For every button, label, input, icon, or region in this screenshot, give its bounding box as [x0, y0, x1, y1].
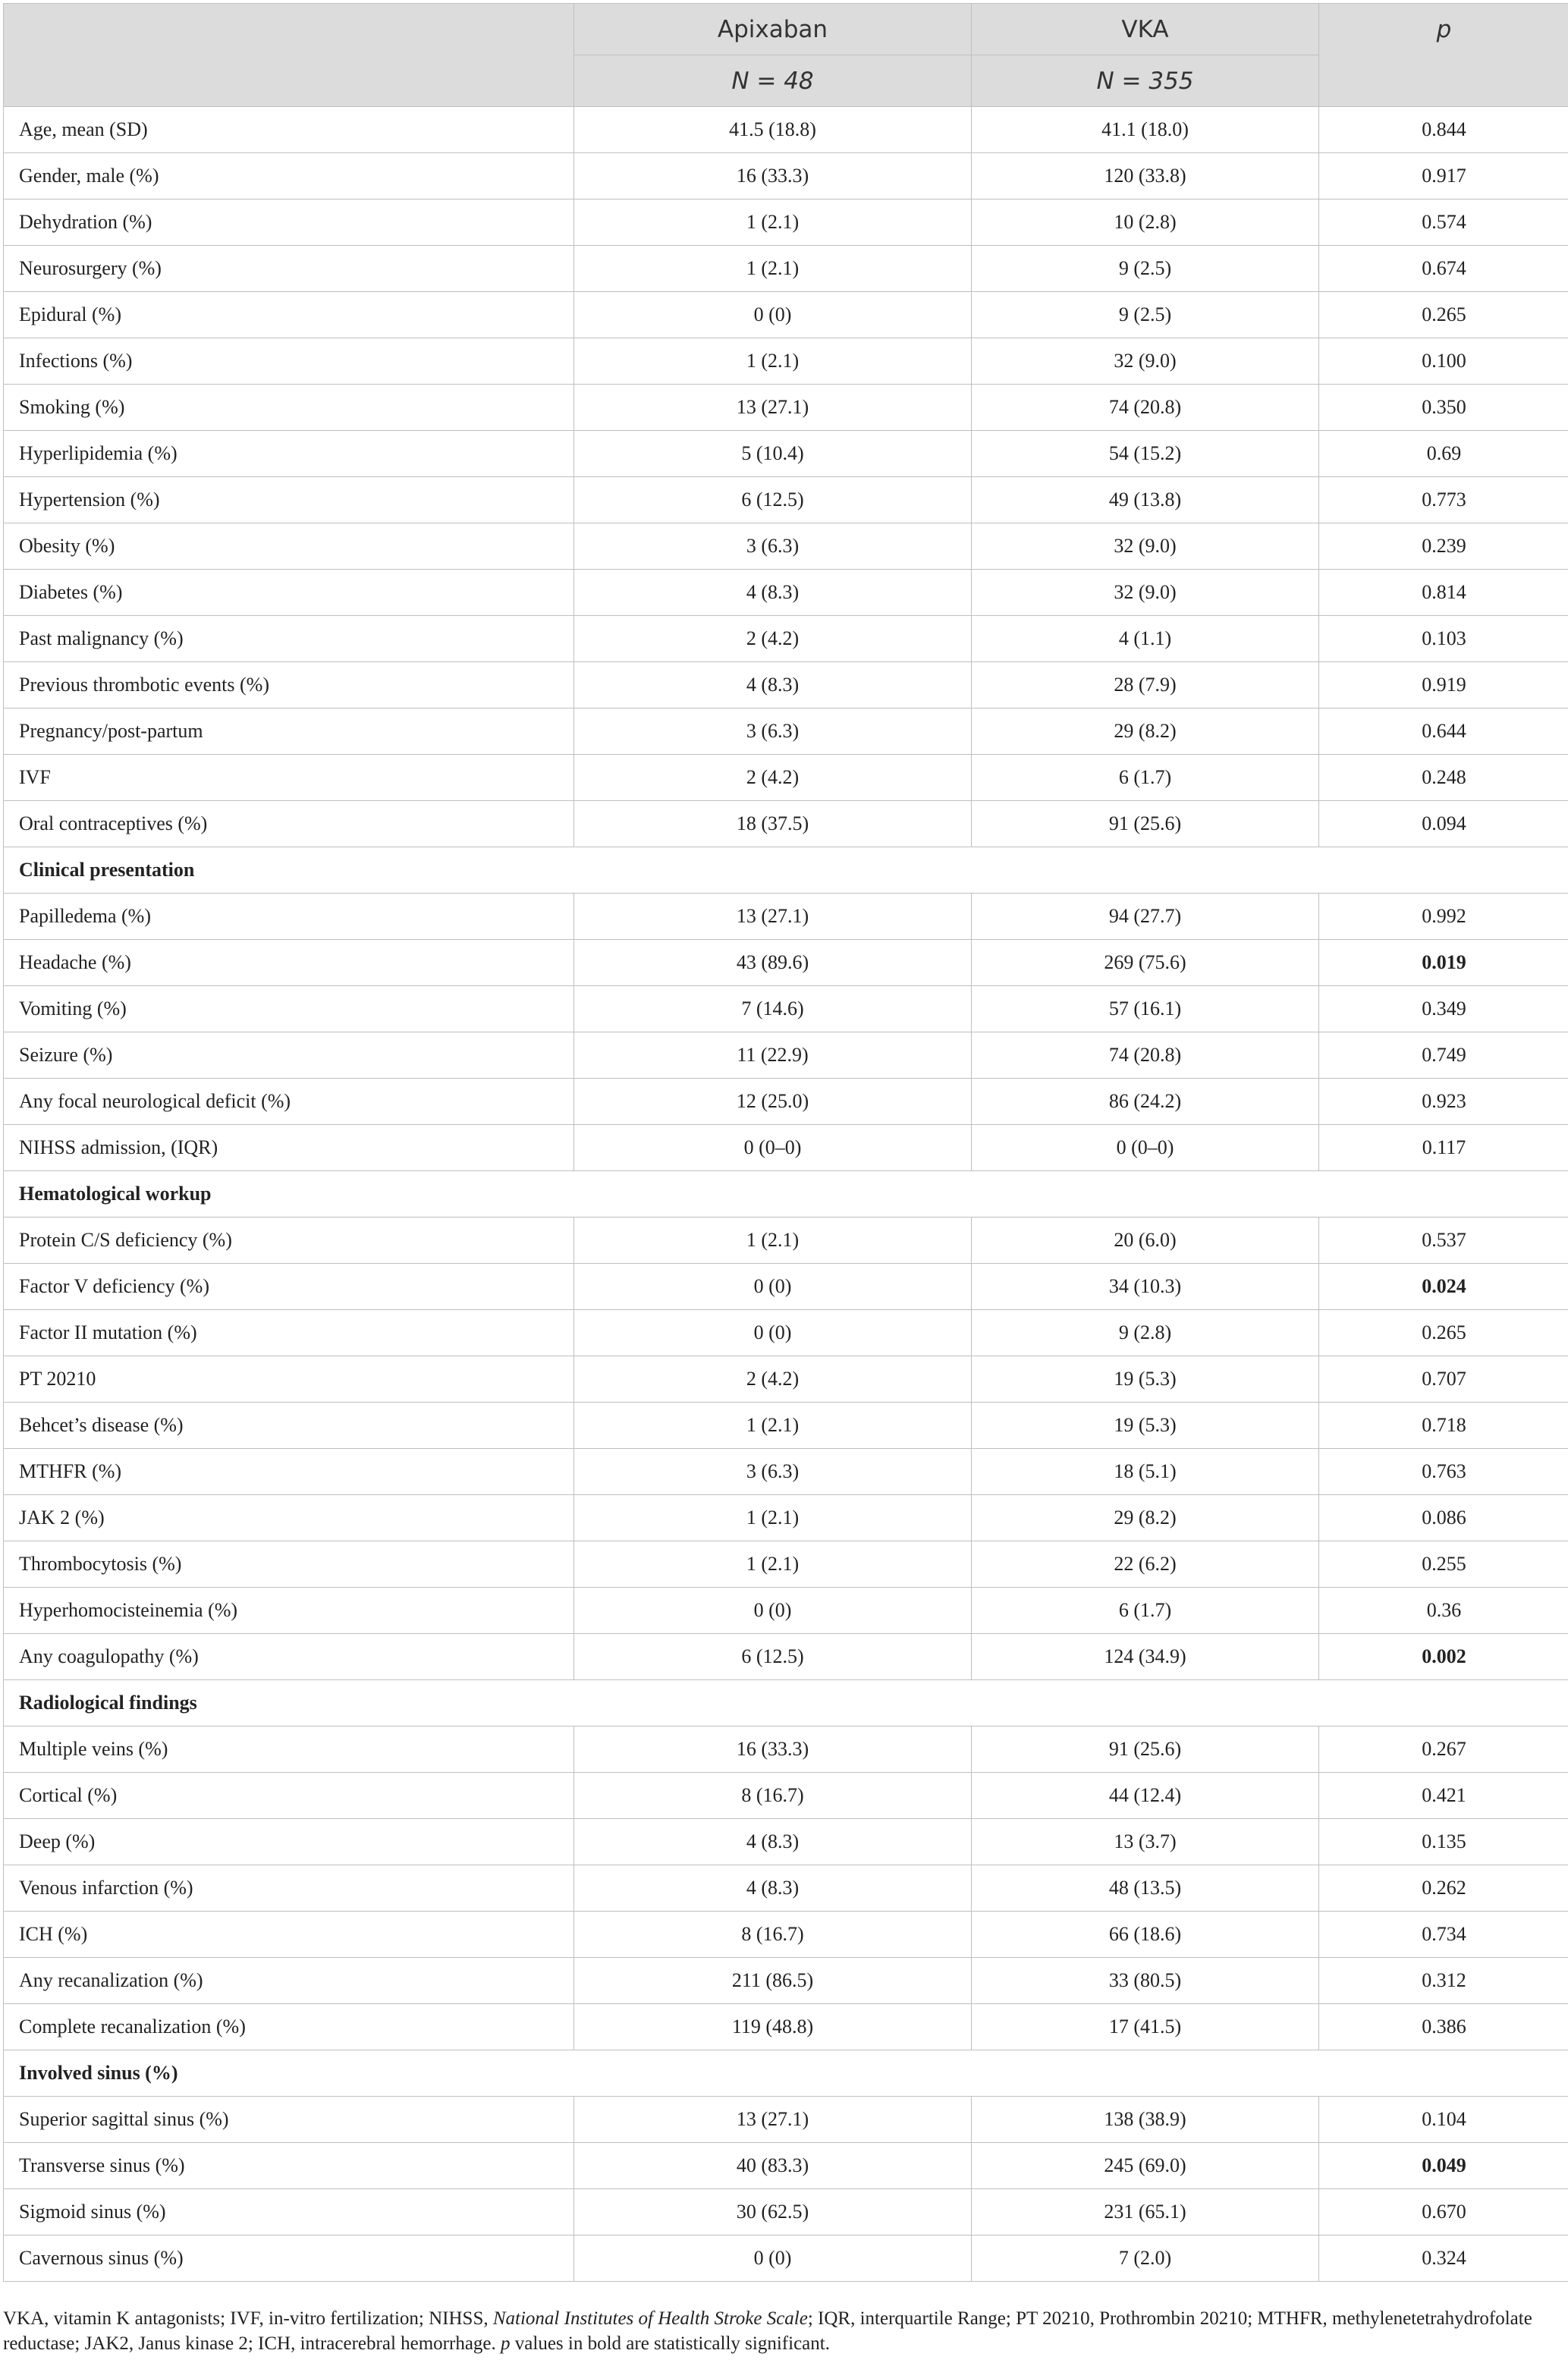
- p-value: 0.917: [1319, 153, 1568, 200]
- p-value: 0.267: [1319, 1726, 1568, 1773]
- footnote-text-1: VKA, vitamin K antagonists; IVF, in-vitro fertilization; NIHSS,: [3, 2308, 493, 2329]
- p-value: 0.814: [1319, 570, 1568, 616]
- vka-value: 33 (80.5): [972, 1958, 1319, 2004]
- vka-value: 19 (5.3): [972, 1356, 1319, 1403]
- vka-value: 9 (2.8): [972, 1310, 1319, 1356]
- p-value: 0.049: [1319, 2143, 1568, 2189]
- apixaban-value: 6 (12.5): [574, 1634, 972, 1680]
- table-row: [4, 1217, 1568, 1264]
- vka-value: 124 (34.9): [972, 1634, 1319, 1680]
- apixaban-value: 30 (62.5): [574, 2189, 972, 2235]
- p-value: 0.262: [1319, 1865, 1568, 1912]
- table-row: [4, 801, 1568, 847]
- header-row-groups: [4, 4, 1568, 55]
- section-title: Clinical presentation: [4, 847, 1568, 894]
- apixaban-value: 211 (86.5): [574, 1958, 972, 2004]
- table-row: [4, 153, 1568, 200]
- vka-value: 245 (69.0): [972, 2143, 1319, 2189]
- p-value: 0.117: [1319, 1125, 1568, 1171]
- apixaban-value: 13 (27.1): [574, 894, 972, 940]
- p-value: 0.537: [1319, 1217, 1568, 1264]
- row-label: Past malignancy (%): [4, 616, 574, 662]
- table-row: [4, 1541, 1568, 1588]
- vka-value: 91 (25.6): [972, 1726, 1319, 1773]
- table-row: [4, 1726, 1568, 1773]
- table-row: [4, 385, 1568, 431]
- row-label: Epidural (%): [4, 292, 574, 338]
- p-value: 0.086: [1319, 1495, 1568, 1541]
- table-body: [4, 107, 1568, 2282]
- apixaban-value: 3 (6.3): [574, 1449, 972, 1495]
- vka-value: 19 (5.3): [972, 1403, 1319, 1449]
- section-title: Involved sinus (%): [4, 2050, 1568, 2097]
- header-vka-n: N = 355: [972, 55, 1319, 107]
- section-header-row: [4, 847, 1568, 894]
- table-row: [4, 107, 1568, 153]
- vka-value: 41.1 (18.0): [972, 107, 1319, 153]
- row-label: Behcet’s disease (%): [4, 1403, 574, 1449]
- row-label: Hypertension (%): [4, 477, 574, 523]
- row-label: Cavernous sinus (%): [4, 2235, 574, 2282]
- p-value: 0.707: [1319, 1356, 1568, 1403]
- p-value: 0.574: [1319, 200, 1568, 246]
- p-value: 0.718: [1319, 1403, 1568, 1449]
- section-title: Hematological workup: [4, 1171, 1568, 1217]
- vka-value: 32 (9.0): [972, 570, 1319, 616]
- apixaban-value: 43 (89.6): [574, 940, 972, 986]
- vka-value: 91 (25.6): [972, 801, 1319, 847]
- row-label: Transverse sinus (%): [4, 2143, 574, 2189]
- table-row: [4, 1958, 1568, 2004]
- row-label: Obesity (%): [4, 523, 574, 570]
- p-value: 0.670: [1319, 2189, 1568, 2235]
- table-header: [4, 4, 1568, 107]
- table-row: [4, 1356, 1568, 1403]
- table-row: [4, 1310, 1568, 1356]
- apixaban-value: 6 (12.5): [574, 477, 972, 523]
- table-row: [4, 1403, 1568, 1449]
- row-label: Oral contraceptives (%): [4, 801, 574, 847]
- row-label: Protein C/S deficiency (%): [4, 1217, 574, 1264]
- table-row: [4, 940, 1568, 986]
- row-label: Papilledema (%): [4, 894, 574, 940]
- vka-value: 4 (1.1): [972, 616, 1319, 662]
- row-label: Gender, male (%): [4, 153, 574, 200]
- header-apixaban-n: N = 48: [574, 55, 972, 107]
- table-row: [4, 2235, 1568, 2282]
- characteristics-table: [3, 3, 1568, 2282]
- table-row: [4, 2097, 1568, 2143]
- row-label: IVF: [4, 755, 574, 801]
- apixaban-value: 4 (8.3): [574, 1865, 972, 1912]
- row-label: Diabetes (%): [4, 570, 574, 616]
- footnote-italic-2: p: [501, 2333, 511, 2354]
- p-value: 0.104: [1319, 2097, 1568, 2143]
- apixaban-value: 16 (33.3): [574, 1726, 972, 1773]
- table-row: [4, 1634, 1568, 1680]
- vka-value: 120 (33.8): [972, 153, 1319, 200]
- apixaban-value: 0 (0): [574, 1264, 972, 1310]
- vka-value: 10 (2.8): [972, 200, 1319, 246]
- vka-value: 28 (7.9): [972, 662, 1319, 709]
- vka-value: 49 (13.8): [972, 477, 1319, 523]
- p-value: 0.386: [1319, 2004, 1568, 2050]
- p-value: 0.844: [1319, 107, 1568, 153]
- p-value: 0.923: [1319, 1079, 1568, 1125]
- p-value: 0.992: [1319, 894, 1568, 940]
- vka-value: 13 (3.7): [972, 1819, 1319, 1865]
- row-label: Any recanalization (%): [4, 1958, 574, 2004]
- table-row: [4, 292, 1568, 338]
- footnote-text-2: ; IQR, interquartile Range; PT 20210, Prothrombin 20210; MTHFR, methylenetetrahydrofolate reductase; JAK2, Janus kinase 2; ICH, intracerebral hemorrhage.: [3, 2308, 1532, 2354]
- row-label: Age, mean (SD): [4, 107, 574, 153]
- vka-value: 6 (1.7): [972, 1588, 1319, 1634]
- row-label: Smoking (%): [4, 385, 574, 431]
- apixaban-value: 5 (10.4): [574, 431, 972, 477]
- table-row: [4, 1819, 1568, 1865]
- vka-value: 57 (16.1): [972, 986, 1319, 1032]
- vka-value: 269 (75.6): [972, 940, 1319, 986]
- vka-value: 32 (9.0): [972, 523, 1319, 570]
- table-row: [4, 755, 1568, 801]
- table-row: [4, 2004, 1568, 2050]
- vka-value: 9 (2.5): [972, 292, 1319, 338]
- table-row: [4, 1773, 1568, 1819]
- vka-value: 74 (20.8): [972, 385, 1319, 431]
- table-row: [4, 200, 1568, 246]
- p-value: 0.763: [1319, 1449, 1568, 1495]
- apixaban-value: 11 (22.9): [574, 1032, 972, 1079]
- header-apixaban: Apixaban: [574, 4, 972, 55]
- p-value: 0.239: [1319, 523, 1568, 570]
- apixaban-value: 4 (8.3): [574, 570, 972, 616]
- row-label: Neurosurgery (%): [4, 246, 574, 292]
- vka-value: 29 (8.2): [972, 709, 1319, 755]
- apixaban-value: 2 (4.2): [574, 1356, 972, 1403]
- apixaban-value: 16 (33.3): [574, 153, 972, 200]
- table-row: [4, 1865, 1568, 1912]
- apixaban-value: 8 (16.7): [574, 1773, 972, 1819]
- apixaban-value: 0 (0–0): [574, 1125, 972, 1171]
- row-label: Deep (%): [4, 1819, 574, 1865]
- apixaban-value: 12 (25.0): [574, 1079, 972, 1125]
- p-value: 0.919: [1319, 662, 1568, 709]
- table-row: [4, 2189, 1568, 2235]
- row-label: JAK 2 (%): [4, 1495, 574, 1541]
- table-row: [4, 1449, 1568, 1495]
- p-value: 0.103: [1319, 616, 1568, 662]
- table-row: [4, 662, 1568, 709]
- vka-value: 7 (2.0): [972, 2235, 1319, 2282]
- table-row: [4, 1032, 1568, 1079]
- p-value: 0.100: [1319, 338, 1568, 385]
- row-label: Hyperlipidemia (%): [4, 431, 574, 477]
- row-label: Sigmoid sinus (%): [4, 2189, 574, 2235]
- table-footnote: [3, 2306, 1558, 2356]
- p-value: 0.135: [1319, 1819, 1568, 1865]
- table-row: [4, 1125, 1568, 1171]
- table-row: [4, 338, 1568, 385]
- table-row: [4, 709, 1568, 755]
- table-row: [4, 616, 1568, 662]
- row-label: Factor II mutation (%): [4, 1310, 574, 1356]
- row-label: Superior sagittal sinus (%): [4, 2097, 574, 2143]
- row-label: Factor V deficiency (%): [4, 1264, 574, 1310]
- vka-value: 34 (10.3): [972, 1264, 1319, 1310]
- apixaban-value: 13 (27.1): [574, 385, 972, 431]
- vka-value: 18 (5.1): [972, 1449, 1319, 1495]
- row-label: Dehydration (%): [4, 200, 574, 246]
- vka-value: 9 (2.5): [972, 246, 1319, 292]
- apixaban-value: 7 (14.6): [574, 986, 972, 1032]
- row-label: Seizure (%): [4, 1032, 574, 1079]
- table-row: [4, 894, 1568, 940]
- table-row: [4, 2143, 1568, 2189]
- p-value: 0.019: [1319, 940, 1568, 986]
- p-value: 0.255: [1319, 1541, 1568, 1588]
- p-value: 0.734: [1319, 1912, 1568, 1958]
- apixaban-value: 1 (2.1): [574, 246, 972, 292]
- row-label: MTHFR (%): [4, 1449, 574, 1495]
- section-header-row: [4, 1171, 1568, 1217]
- p-value: 0.265: [1319, 1310, 1568, 1356]
- p-value: 0.248: [1319, 755, 1568, 801]
- apixaban-value: 3 (6.3): [574, 709, 972, 755]
- row-label: Multiple veins (%): [4, 1726, 574, 1773]
- row-label: Any coagulopathy (%): [4, 1634, 574, 1680]
- p-value: 0.644: [1319, 709, 1568, 755]
- row-label: Infections (%): [4, 338, 574, 385]
- vka-value: 74 (20.8): [972, 1032, 1319, 1079]
- apixaban-value: 0 (0): [574, 2235, 972, 2282]
- table-row: [4, 246, 1568, 292]
- vka-value: 29 (8.2): [972, 1495, 1319, 1541]
- p-value: 0.69: [1319, 431, 1568, 477]
- apixaban-value: 0 (0): [574, 1310, 972, 1356]
- footnote-text-3: values in bold are statistically significant.: [510, 2333, 830, 2354]
- row-label: Any focal neurological deficit (%): [4, 1079, 574, 1125]
- vka-value: 22 (6.2): [972, 1541, 1319, 1588]
- section-title: Radiological findings: [4, 1680, 1568, 1726]
- apixaban-value: 2 (4.2): [574, 616, 972, 662]
- apixaban-value: 4 (8.3): [574, 662, 972, 709]
- apixaban-value: 41.5 (18.8): [574, 107, 972, 153]
- row-label: Headache (%): [4, 940, 574, 986]
- apixaban-value: 1 (2.1): [574, 1541, 972, 1588]
- apixaban-value: 2 (4.2): [574, 755, 972, 801]
- row-label: Vomiting (%): [4, 986, 574, 1032]
- p-value: 0.094: [1319, 801, 1568, 847]
- table-row: [4, 477, 1568, 523]
- apixaban-value: 1 (2.1): [574, 200, 972, 246]
- apixaban-value: 1 (2.1): [574, 338, 972, 385]
- row-label: ICH (%): [4, 1912, 574, 1958]
- vka-value: 48 (13.5): [972, 1865, 1319, 1912]
- p-value: 0.421: [1319, 1773, 1568, 1819]
- table-row: [4, 1912, 1568, 1958]
- vka-value: 6 (1.7): [972, 755, 1319, 801]
- vka-value: 54 (15.2): [972, 431, 1319, 477]
- table-row: [4, 986, 1568, 1032]
- apixaban-value: 1 (2.1): [574, 1217, 972, 1264]
- apixaban-value: 18 (37.5): [574, 801, 972, 847]
- table-row: [4, 1588, 1568, 1634]
- p-value: 0.312: [1319, 1958, 1568, 2004]
- p-value: 0.674: [1319, 246, 1568, 292]
- apixaban-value: 40 (83.3): [574, 2143, 972, 2189]
- table-row: [4, 523, 1568, 570]
- row-label: NIHSS admission, (IQR): [4, 1125, 574, 1171]
- apixaban-value: 13 (27.1): [574, 2097, 972, 2143]
- table-row: [4, 431, 1568, 477]
- apixaban-value: 0 (0): [574, 1588, 972, 1634]
- table-container: [3, 3, 1568, 2282]
- vka-value: 231 (65.1): [972, 2189, 1319, 2235]
- apixaban-value: 119 (48.8): [574, 2004, 972, 2050]
- p-value: 0.002: [1319, 1634, 1568, 1680]
- vka-value: 66 (18.6): [972, 1912, 1319, 1958]
- apixaban-value: 3 (6.3): [574, 523, 972, 570]
- row-label: Venous infarction (%): [4, 1865, 574, 1912]
- vka-value: 17 (41.5): [972, 2004, 1319, 2050]
- apixaban-value: 0 (0): [574, 292, 972, 338]
- p-value: 0.773: [1319, 477, 1568, 523]
- row-label: Previous thrombotic events (%): [4, 662, 574, 709]
- vka-value: 86 (24.2): [972, 1079, 1319, 1125]
- row-label: Pregnancy/post-partum: [4, 709, 574, 755]
- p-value: 0.749: [1319, 1032, 1568, 1079]
- row-label: Hyperhomocisteinemia (%): [4, 1588, 574, 1634]
- p-value: 0.324: [1319, 2235, 1568, 2282]
- p-value: 0.024: [1319, 1264, 1568, 1310]
- footnote-italic-1: National Institutes of Health Stroke Scale: [492, 2308, 808, 2329]
- apixaban-value: 1 (2.1): [574, 1403, 972, 1449]
- vka-value: 138 (38.9): [972, 2097, 1319, 2143]
- row-label: Complete recanalization (%): [4, 2004, 574, 2050]
- table-row: [4, 1495, 1568, 1541]
- apixaban-value: 1 (2.1): [574, 1495, 972, 1541]
- row-label: Thrombocytosis (%): [4, 1541, 574, 1588]
- vka-value: 0 (0–0): [972, 1125, 1319, 1171]
- p-value: 0.349: [1319, 986, 1568, 1032]
- vka-value: 94 (27.7): [972, 894, 1319, 940]
- row-label: PT 20210: [4, 1356, 574, 1403]
- vka-value: 32 (9.0): [972, 338, 1319, 385]
- header-empty-cell: [4, 4, 574, 107]
- p-value: 0.350: [1319, 385, 1568, 431]
- table-row: [4, 1264, 1568, 1310]
- apixaban-value: 8 (16.7): [574, 1912, 972, 1958]
- vka-value: 44 (12.4): [972, 1773, 1319, 1819]
- p-value: 0.265: [1319, 292, 1568, 338]
- apixaban-value: 4 (8.3): [574, 1819, 972, 1865]
- row-label: Cortical (%): [4, 1773, 574, 1819]
- p-value: 0.36: [1319, 1588, 1568, 1634]
- header-vka: VKA: [972, 4, 1319, 55]
- table-row: [4, 1079, 1568, 1125]
- section-header-row: [4, 2050, 1568, 2097]
- header-p-value: p: [1319, 4, 1568, 107]
- section-header-row: [4, 1680, 1568, 1726]
- vka-value: 20 (6.0): [972, 1217, 1319, 1264]
- table-row: [4, 570, 1568, 616]
